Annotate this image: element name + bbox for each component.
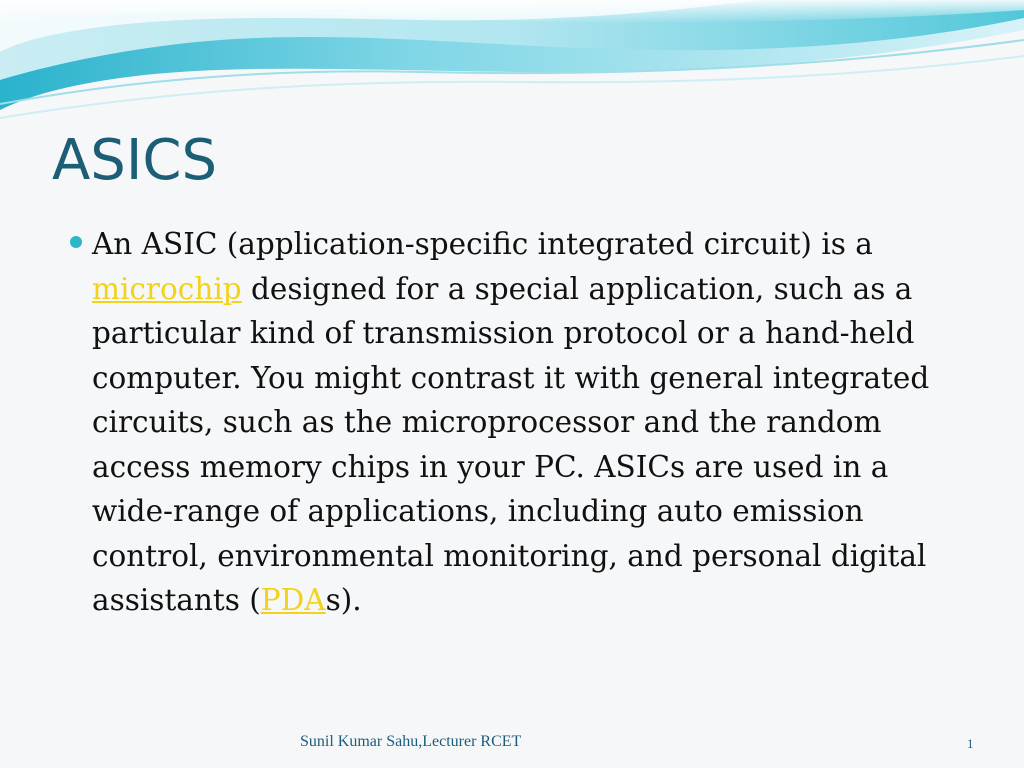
wave-decoration [0,0,1024,130]
footer-author: Sunil Kumar Sahu,Lecturer RCET [300,733,522,750]
bullet-icon [70,236,82,248]
slide-body [70,222,970,623]
slide-title: ASICS [52,128,218,193]
body-text-2: designed for a special application, such as a particular kind of transmission protocol or a hand-held computer. You might contrast it with general integrated circuits, such as the microprocessor and the random access memory chips in your PC. ASICs are used in a wide-range of applications, including auto emission control, environmental monitoring, and personal digital assistants ( [92,271,930,617]
bullet-item [70,222,970,623]
microchip-link[interactable]: microchip [92,271,242,306]
body-text-3: s). [325,583,362,617]
body-text-1: An ASIC (application-specific integrated circuit) is a [92,227,873,261]
pda-link[interactable]: PDA [260,583,326,617]
page-number: 1 [967,736,974,751]
body-paragraph [92,222,970,623]
